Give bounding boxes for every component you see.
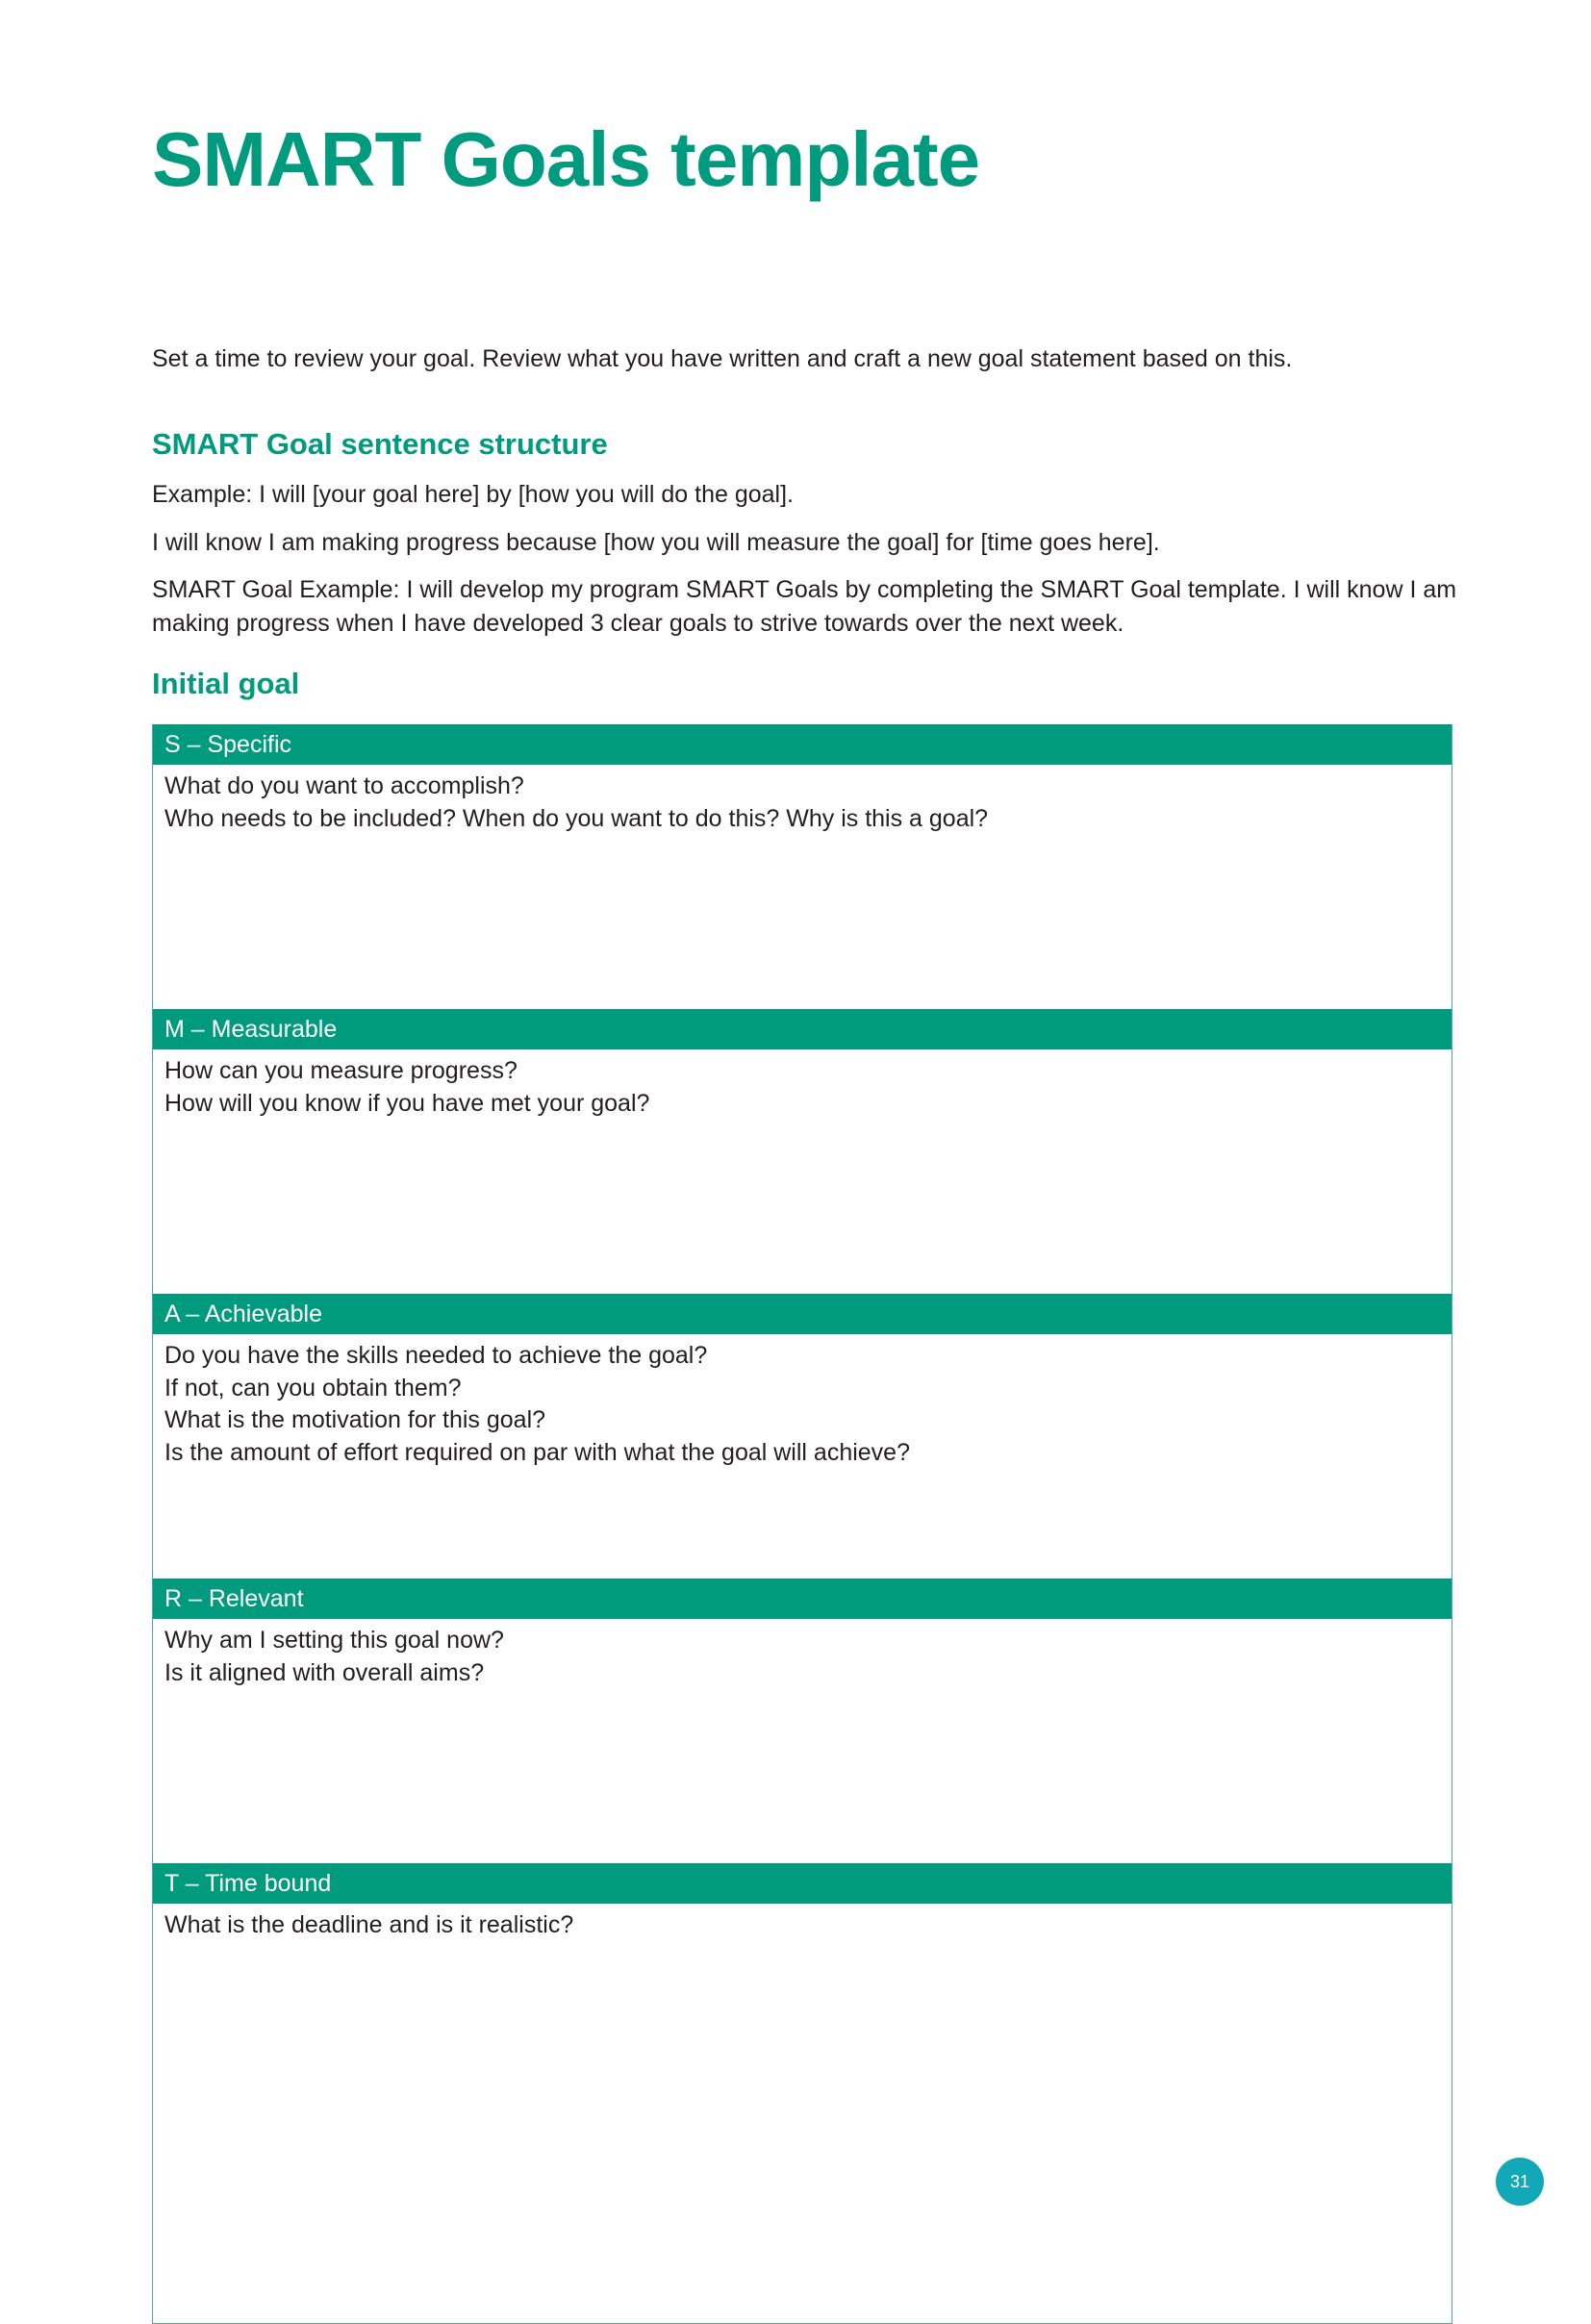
smart-row-time-bound xyxy=(153,1863,1452,2323)
smart-row-achievable xyxy=(153,1294,1452,1579)
smart-row-relevant xyxy=(153,1579,1452,1863)
row-body-input-area[interactable] xyxy=(153,1904,1452,1942)
smart-row-measurable xyxy=(153,1009,1452,1294)
structure-paragraph: I will know I am making progress because [how you will measure the goal] for [time goes here]. xyxy=(152,529,1160,556)
row-prompt: How will you know if you have met your goal? xyxy=(164,1089,650,1117)
smart-goal-table xyxy=(152,724,1452,2324)
page-title: SMART Goals template xyxy=(152,116,980,202)
page-number-badge: 31 xyxy=(1496,2158,1544,2206)
row-prompt: Who needs to be included? When do you want to do this? Why is this a goal? xyxy=(164,804,989,832)
row-prompt: Why am I setting this goal now? xyxy=(164,1627,504,1654)
row-prompt: Do you have the skills needed to achieve the goal? xyxy=(164,1342,708,1369)
row-header: A – Achievable xyxy=(153,1294,1452,1334)
initial-goal-heading: Initial goal xyxy=(152,667,300,700)
row-body-input-area[interactable] xyxy=(153,1619,1452,1689)
row-body-input-area[interactable] xyxy=(153,765,1452,835)
row-body-input-area[interactable] xyxy=(153,1049,1452,1120)
row-prompt: What do you want to accomplish? xyxy=(164,772,524,799)
row-header: M – Measurable xyxy=(153,1009,1452,1049)
row-header: T – Time bound xyxy=(153,1863,1452,1904)
structure-paragraph: Example: I will [your goal here] by [how you will do the goal]. xyxy=(152,481,795,508)
structure-heading: SMART Goal sentence structure xyxy=(152,427,608,461)
row-prompt: What is the motivation for this goal? xyxy=(164,1406,546,1433)
row-header: S – Specific xyxy=(153,724,1452,765)
structure-paragraph: SMART Goal Example: I will develop my program SMART Goals by completing the SMART Goal template. I will know I am making progress when I have developed 3 clear goals to strive towards over the next week. xyxy=(152,576,1457,637)
row-prompt: How can you measure progress? xyxy=(164,1057,518,1084)
row-header: R – Relevant xyxy=(153,1579,1452,1619)
row-prompt: Is the amount of effort required on par with what the goal will achieve? xyxy=(164,1438,910,1466)
smart-row-specific xyxy=(153,724,1452,1009)
row-prompt: Is it aligned with overall aims? xyxy=(164,1658,485,1686)
intro-text: Set a time to review your goal. Review what you have written and craft a new goal statement based on this. xyxy=(152,345,1293,372)
row-body-input-area[interactable] xyxy=(153,1334,1452,1469)
row-prompt: What is the deadline and is it realistic? xyxy=(164,1911,574,1938)
row-prompt: If not, can you obtain them? xyxy=(164,1374,462,1402)
